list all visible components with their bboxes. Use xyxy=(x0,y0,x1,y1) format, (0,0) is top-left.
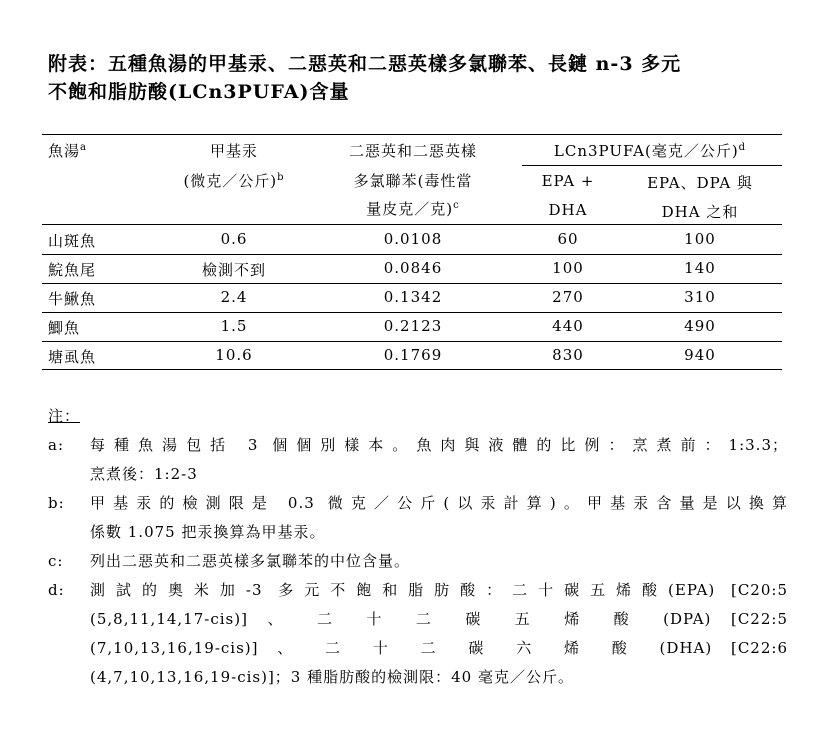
row-epa-dha: 270 xyxy=(552,288,584,306)
note-d xyxy=(48,576,788,692)
row-epa-dha: 830 xyxy=(552,346,584,364)
note-d-line4: (4,7,10,13,16,19-cis)]；3 種脂肪酸的檢測限：40 毫克／公斤。 xyxy=(90,668,574,686)
row-sum: 140 xyxy=(684,259,716,277)
row-fish-name: 塘虱魚 xyxy=(48,348,97,366)
note-a-line1: 每種魚湯包括 3 個個別樣本。魚肉與液體的比例：烹煮前：1:3.3； xyxy=(90,436,788,454)
header-epa-dha-line2: DHA xyxy=(548,201,588,219)
title-line-1: 附表：五種魚湯的甲基汞、二惡英和二惡英樣多氯聯苯、長鏈 n-3 多元 xyxy=(48,53,682,75)
row-dioxin: 0.0846 xyxy=(383,259,443,277)
note-b-label: b: xyxy=(48,494,65,512)
row-sum: 310 xyxy=(684,288,716,306)
note-d-line1: 測試的奧米加-3 多元不飽和脂肪酸：二十碳五烯酸(EPA) [C20:5 xyxy=(90,581,788,599)
row-dioxin: 0.1342 xyxy=(383,288,443,306)
row-rule-4 xyxy=(42,341,782,342)
note-b-line2: 係數 1.075 把汞換算為甲基汞。 xyxy=(90,523,326,541)
row-mehg: 2.4 xyxy=(220,288,248,306)
header-dioxin-line2: 多氯聯苯(毒性當 xyxy=(353,172,473,190)
header-dioxin-line3: 量皮克／克)$^c$ xyxy=(366,200,460,218)
row-fish-name: 牛鰍魚 xyxy=(48,290,97,308)
row-sum: 940 xyxy=(684,346,716,364)
table-top-rule xyxy=(42,134,782,135)
note-a-line2: 烹煮後：1:2-3 xyxy=(90,465,198,483)
row-epa-dha: 60 xyxy=(557,230,579,248)
row-epa-dha: 100 xyxy=(552,259,584,277)
note-a-label: a: xyxy=(48,436,64,454)
row-fish-name: 鯇魚尾 xyxy=(48,261,97,279)
group-header-rule xyxy=(522,165,782,166)
header-dioxin-line1: 二惡英和二惡英樣 xyxy=(348,142,478,160)
note-d-label: d: xyxy=(48,581,65,599)
document-title xyxy=(48,50,788,106)
row-rule-3 xyxy=(42,312,782,313)
row-fish-name: 山斑魚 xyxy=(48,232,97,250)
row-dioxin: 0.2123 xyxy=(383,317,443,335)
header-fish-soup: 魚湯$^a$ xyxy=(48,142,87,160)
title-line-2: 不飽和脂肪酸(LCn3PUFA)含量 xyxy=(48,81,350,103)
note-c-label: c: xyxy=(48,552,64,570)
header-lcn3pufa-group: LCn3PUFA(毫克／公斤)$^d$ xyxy=(553,142,747,160)
note-c-line1: 列出二惡英和二惡英樣多氯聯苯的中位含量。 xyxy=(90,552,411,570)
notes-heading: 注： xyxy=(48,407,81,425)
header-sum-line1: EPA、DPA 與 xyxy=(647,174,753,192)
note-b-line1: 甲基汞的檢測限是 0.3 微克／公斤(以汞計算)。甲基汞含量是以換算 xyxy=(90,494,788,512)
row-mehg: 1.5 xyxy=(220,317,248,335)
header-sum-line2: DHA 之和 xyxy=(661,203,739,221)
note-b xyxy=(48,489,788,547)
header-bottom-rule xyxy=(42,224,782,225)
note-a xyxy=(48,431,788,489)
note-c xyxy=(48,547,788,576)
row-sum: 490 xyxy=(684,317,716,335)
table-bottom-rule xyxy=(42,369,782,370)
note-d-line2: (5,8,11,14,17-cis)] 、 二 十 二 碳 五 烯 酸 (DPA) [C22:5 xyxy=(90,610,788,628)
row-dioxin: 0.1769 xyxy=(383,346,443,364)
footnotes xyxy=(48,402,788,692)
row-rule-2 xyxy=(42,283,782,284)
row-mehg: 0.6 xyxy=(220,230,248,248)
header-epa-dha-line1: EPA + xyxy=(541,172,595,190)
data-table xyxy=(42,134,782,370)
row-mehg: 檢測不到 xyxy=(201,261,267,279)
row-dioxin: 0.0108 xyxy=(383,230,443,248)
header-mehg-line1: 甲基汞 xyxy=(209,142,259,160)
row-mehg: 10.6 xyxy=(215,346,253,364)
row-rule-1 xyxy=(42,254,782,255)
note-d-line3: (7,10,13,16,19-cis)] 、 二 十 二 碳 六 烯 酸 (DHA) [C22:6 xyxy=(90,639,788,657)
row-sum: 100 xyxy=(684,230,716,248)
header-mehg-line2: (微克／公斤)$^b$ xyxy=(183,172,285,190)
row-epa-dha: 440 xyxy=(552,317,584,335)
row-fish-name: 鯽魚 xyxy=(48,319,81,337)
